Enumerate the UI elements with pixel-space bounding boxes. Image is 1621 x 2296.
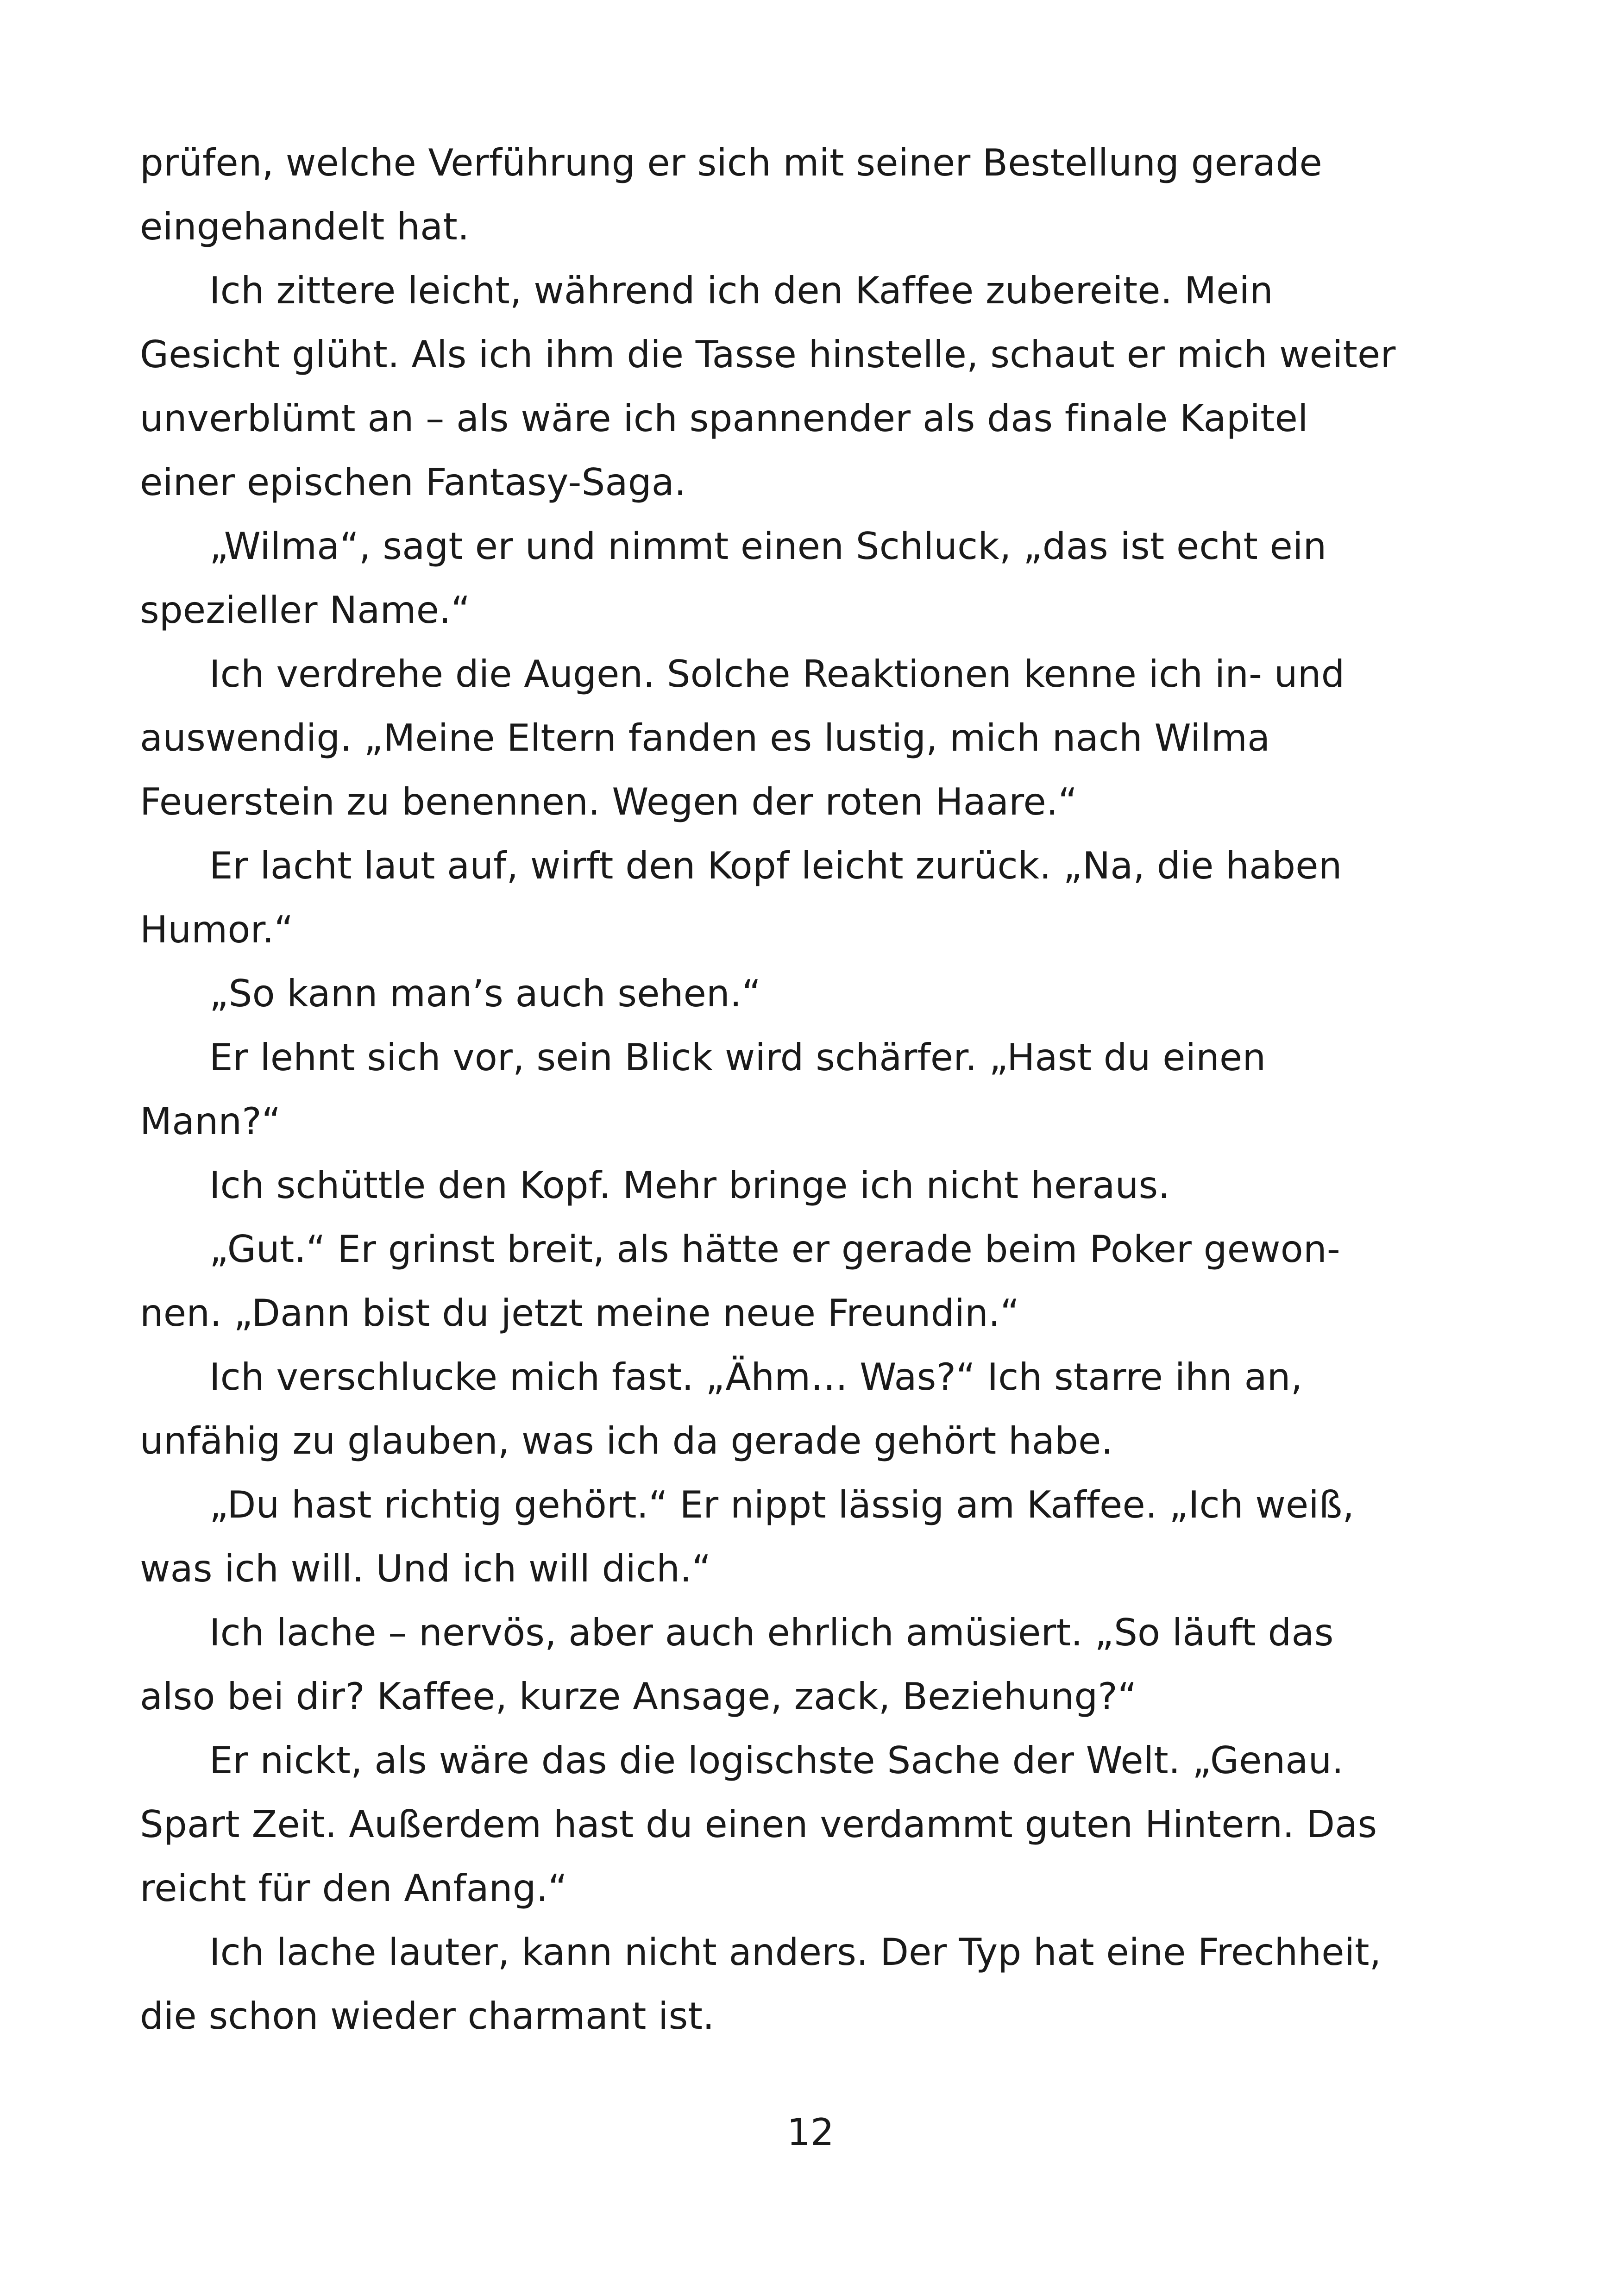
text-line: Er nickt, als wäre das die logischste Sache der Welt. „Genau.	[209, 1739, 1344, 1782]
text-line: „Du hast richtig gehört.“ Er nippt lässig am Kaffee. „Ich weiß,	[209, 1483, 1355, 1526]
text-line: „Gut.“ Er grinst breit, als hätte er gerade beim Poker gewon-	[209, 1228, 1340, 1271]
text-line: Ich verschlucke mich fast. „Ähm… Was?“ Ich starre ihn an,	[209, 1355, 1303, 1399]
text-line: spezieller Name.“	[140, 589, 471, 632]
text-line: prüfen, welche Verführung er sich mit seiner Bestellung gerade	[140, 141, 1322, 184]
text-line: Feuerstein zu benennen. Wegen der roten Haare.“	[140, 780, 1078, 823]
text-line: Ich lache lauter, kann nicht anders. Der Typ hat eine Frechheit,	[209, 1931, 1382, 1974]
text-line: also bei dir? Kaffee, kurze Ansage, zack, Beziehung?“	[140, 1675, 1137, 1718]
text-line: Er lehnt sich vor, sein Blick wird schärfer. „Hast du einen	[209, 1036, 1266, 1079]
text-line: Humor.“	[140, 908, 294, 951]
page-number: 12	[787, 2111, 834, 2154]
text-line: einer epischen Fantasy-Saga.	[140, 461, 686, 504]
text-line: reicht für den Anfang.“	[140, 1867, 567, 1910]
text-line: Spart Zeit. Außerdem hast du einen verdammt guten Hintern. Das	[140, 1803, 1377, 1846]
text-line: Er lacht laut auf, wirft den Kopf leicht zurück. „Na, die haben	[209, 844, 1342, 887]
body-text	[140, 131, 1437, 2048]
text-line: die schon wieder charmant ist.	[140, 1995, 715, 2038]
text-line: Gesicht glüht. Als ich ihm die Tasse hinstelle, schaut er mich weiter	[140, 333, 1396, 376]
text-line: „So kann man’s auch sehen.“	[209, 972, 761, 1015]
text-line: Ich lache – nervös, aber auch ehrlich amüsiert. „So läuft das	[209, 1611, 1334, 1654]
text-line: eingehandelt hat.	[140, 205, 470, 248]
text-line: was ich will. Und ich will dich.“	[140, 1547, 711, 1590]
text-line: unfähig zu glauben, was ich da gerade gehört habe.	[140, 1419, 1113, 1462]
text-line: nen. „Dann bist du jetzt meine neue Freundin.“	[140, 1292, 1020, 1335]
text-line: Ich schüttle den Kopf. Mehr bringe ich nicht heraus.	[209, 1164, 1170, 1207]
text-line: Mann?“	[140, 1100, 281, 1143]
text-line: Ich verdrehe die Augen. Solche Reaktionen kenne ich in- und	[209, 652, 1345, 696]
text-line: unverblümt an – als wäre ich spannender als das finale Kapitel	[140, 397, 1308, 440]
text-line: „Wilma“, sagt er und nimmt einen Schluck, „das ist echt ein	[209, 525, 1327, 568]
text-line: Ich zittere leicht, während ich den Kaffee zubereite. Mein	[209, 269, 1273, 312]
text-line: auswendig. „Meine Eltern fanden es lustig, mich nach Wilma	[140, 716, 1270, 759]
